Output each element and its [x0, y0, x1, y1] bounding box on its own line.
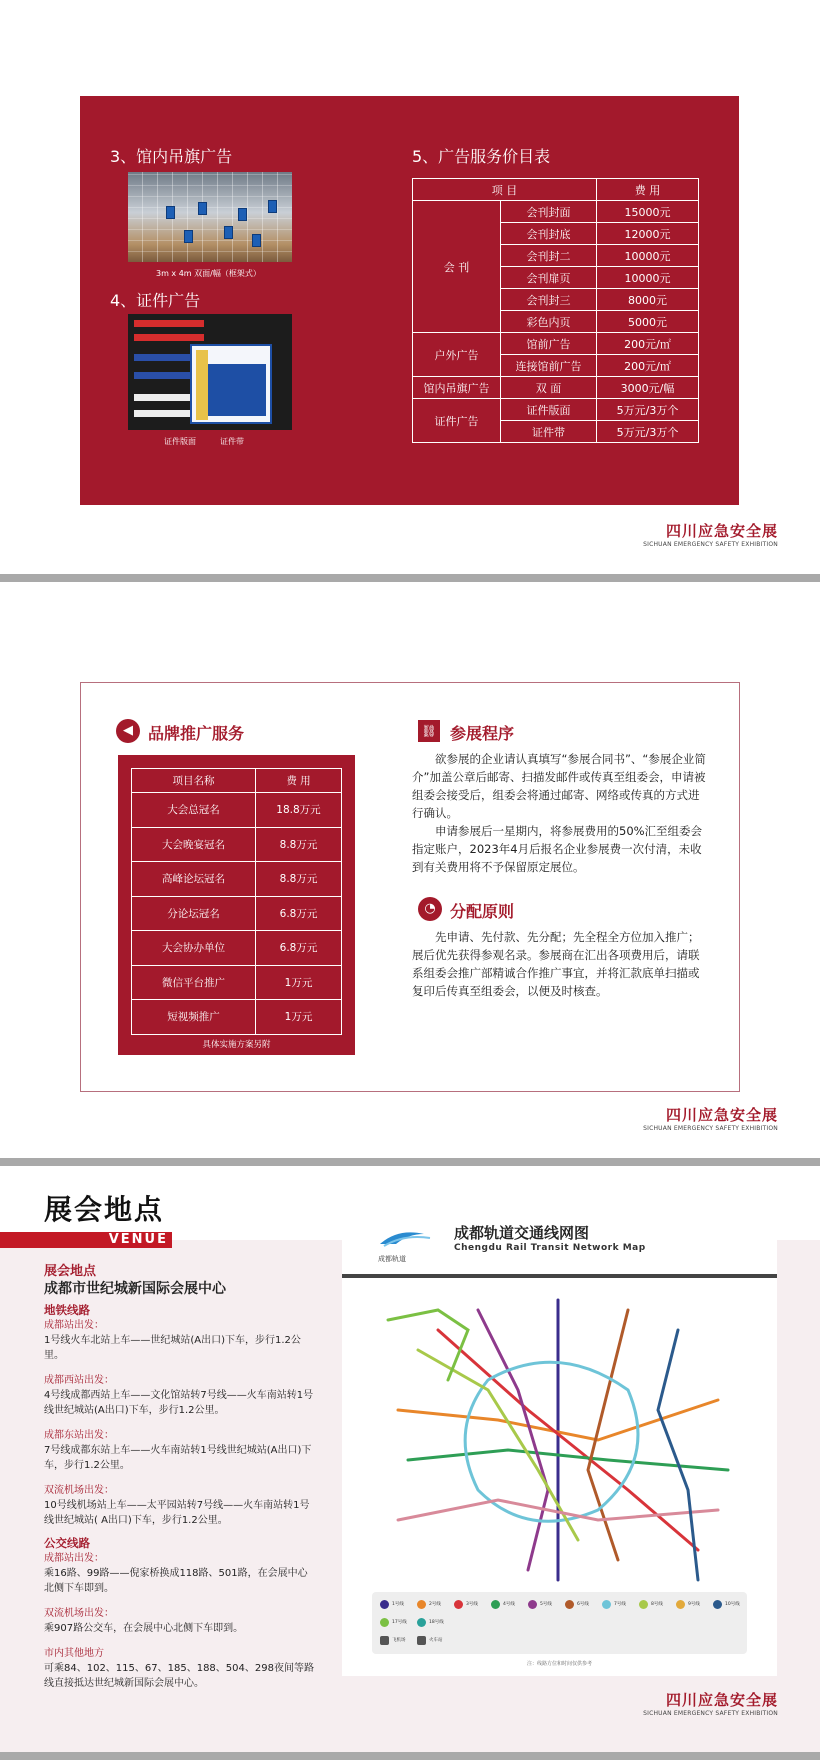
brand-row-fee: 1万元 [256, 965, 342, 1000]
price-item: 证件带 [501, 421, 597, 443]
price-item: 会刊封底 [501, 223, 597, 245]
badge-photo [128, 314, 292, 430]
price-fee: 8000元 [597, 289, 699, 311]
metro-logo-icon [378, 1226, 448, 1256]
map-note: 注：线路方位和时间仅供参考 [526, 1661, 592, 1667]
page-divider [0, 1158, 820, 1166]
brand-row-name: 微信平台推广 [132, 965, 256, 1000]
hanging-flag-caption: 3m x 4m 双面/幅（框架式） [156, 269, 261, 278]
venue-title: 展会地点 [44, 1193, 165, 1226]
badge-caption-card: 证件版面 [164, 437, 196, 446]
brand-logo: 四川应急安全展 SICHUAN EMERGENCY SAFETY EXHIBITION [643, 1691, 778, 1717]
section5-title: 5、广告服务价目表 [412, 147, 551, 166]
brand-header-fee: 费 用 [256, 769, 342, 793]
page-ad-pricing [0, 0, 820, 574]
map-legend: 1号线 2号线 3号线 4号线 5号线 6号线 7号线 8号线 9号线 10号线 17号线 18号线 飞机场 火车站 [372, 1592, 747, 1654]
price-item: 彩色内页 [501, 311, 597, 333]
price-header-fee: 费 用 [597, 179, 699, 201]
brand-row-fee: 1万元 [256, 1000, 342, 1035]
price-item: 馆前广告 [501, 333, 597, 355]
brand-row-fee: 6.8万元 [256, 931, 342, 966]
price-group: 会 刊 [413, 201, 501, 333]
section3-title: 3、馆内吊旗广告 [110, 147, 233, 166]
price-fee: 200元/㎡ [597, 355, 699, 377]
metro-map [342, 1206, 777, 1676]
price-item: 双 面 [501, 377, 597, 399]
price-fee: 5万元/3万个 [597, 421, 699, 443]
pie-chart-icon: ◔ [418, 897, 442, 921]
brand-row-fee: 6.8万元 [256, 896, 342, 931]
brand-row-name: 分论坛冠名 [132, 896, 256, 931]
brand-logo: 四川应急安全展 SICHUAN EMERGENCY SAFETY EXHIBITION [643, 522, 778, 548]
badge-caption-strap: 证件带 [220, 437, 244, 446]
brand-logo: 四川应急安全展 SICHUAN EMERGENCY SAFETY EXHIBITION [643, 1106, 778, 1132]
price-fee: 200元/㎡ [597, 333, 699, 355]
price-fee: 12000元 [597, 223, 699, 245]
page-venue [0, 1166, 820, 1760]
brand-table-note: 具体实施方案另附 [202, 1040, 271, 1050]
map-title: 成都轨道交通线网图 [454, 1224, 590, 1242]
price-fee: 10000元 [597, 245, 699, 267]
map-subtitle: Chengdu Rail Transit Network Map [454, 1243, 646, 1253]
chain-icon: ⛓ [418, 720, 440, 742]
brand-row-fee: 8.8万元 [256, 827, 342, 862]
price-item: 证件版面 [501, 399, 597, 421]
metro-network-diagram [378, 1290, 748, 1586]
brand-row-name: 大会晚宴冠名 [132, 827, 256, 862]
brand-row-name: 高峰论坛冠名 [132, 862, 256, 897]
price-fee: 5万元/3万个 [597, 399, 699, 421]
page-divider [0, 1752, 820, 1760]
price-group: 馆内吊旗广告 [413, 377, 501, 399]
price-table [412, 178, 699, 443]
price-item: 会刊封面 [501, 201, 597, 223]
brand-row-name: 短视频推广 [132, 1000, 256, 1035]
brand-row-name: 大会协办单位 [132, 931, 256, 966]
hanging-flag-photo [128, 172, 292, 262]
megaphone-icon: ◀ [116, 719, 140, 743]
price-fee: 5000元 [597, 311, 699, 333]
procedure-paragraph-1: 欲参展的企业请认真填写“参展合同书”、“参展企业简介”加盖公章后邮寄、扫描发邮件或传真至组委会，申请被组委会接受后，组委会将通过邮寄、网络或传真的方式进行确认。 [412, 752, 706, 820]
venue-en-bar: VENUE [0, 1232, 172, 1248]
price-item: 会刊封三 [501, 289, 597, 311]
procedure-paragraph-2: 申请参展后一星期内，将参展费用的50%汇至组委会指定账户，2023年4月后报名企业参展费一次付清，未收到有关费用将不予保留原定展位。 [412, 824, 703, 874]
brand-header-name: 项目名称 [132, 769, 256, 793]
allocation-paragraph: 先申请、先付款、先分配；先全程全方位加入推广；展后优先获得参观名录。参展商在汇出各项费用后，请联系组委会推广部精诚合作推广事宜，并将汇款底单扫描或复印后传真至组委会，以便及时核查。 [412, 930, 700, 998]
ad-panel [80, 96, 739, 505]
page-services [0, 582, 820, 1158]
price-fee: 10000元 [597, 267, 699, 289]
brand-service-table [131, 768, 342, 1035]
price-group: 户外广告 [413, 333, 501, 377]
procedure-title: 参展程序 [450, 724, 515, 743]
price-group: 证件广告 [413, 399, 501, 443]
venue-info: 展会地点 成都市世纪城新国际会展中心 地铁线路 成都站出发： 1号线火车北站上车——世纪城站(A出口)下车，步行1.2公里。 成都西站出发： 4号线成都西站上车——文化馆站转7号线——火车南站转1号线世纪城站(A出口)下车，步行1.2公里。 成都东站出发： 7号线成都东站上车——火车南站转1号线世纪城站(A出口)下车，步行1.2公里。 双流机场出发： 10号线机场站上车——太平园站转7号线——火车南站转1号线世纪城站( A出口)下车，步行1.2公里。 公交线路 成都站出发： 乘16路、99路——倪家桥换成118路、501路，在会展中心北侧下车即到。 双流机场出发： 乘907路公交车，在会展中心北侧下车即到。 市内其他地方 可乘84、102、115、67、185、188、504、298夜间等路线直接抵达世纪城新国际会展中心。 [44, 1264, 314, 1689]
price-item: 会刊扉页 [501, 267, 597, 289]
brand-row-fee: 18.8万元 [256, 793, 342, 828]
section4-title: 4、证件广告 [110, 291, 201, 310]
price-item: 连接馆前广告 [501, 355, 597, 377]
price-fee: 3000元/幅 [597, 377, 699, 399]
brand-row-name: 大会总冠名 [132, 793, 256, 828]
price-header-item: 项 目 [413, 179, 597, 201]
price-item: 会刊封二 [501, 245, 597, 267]
page-divider [0, 574, 820, 582]
brand-service-panel [118, 755, 355, 1055]
brand-row-fee: 8.8万元 [256, 862, 342, 897]
price-fee: 15000元 [597, 201, 699, 223]
metro-logo-text: 成都轨道 [378, 1255, 406, 1263]
allocation-title: 分配原则 [450, 902, 515, 921]
brand-service-title: 品牌推广服务 [148, 724, 245, 743]
